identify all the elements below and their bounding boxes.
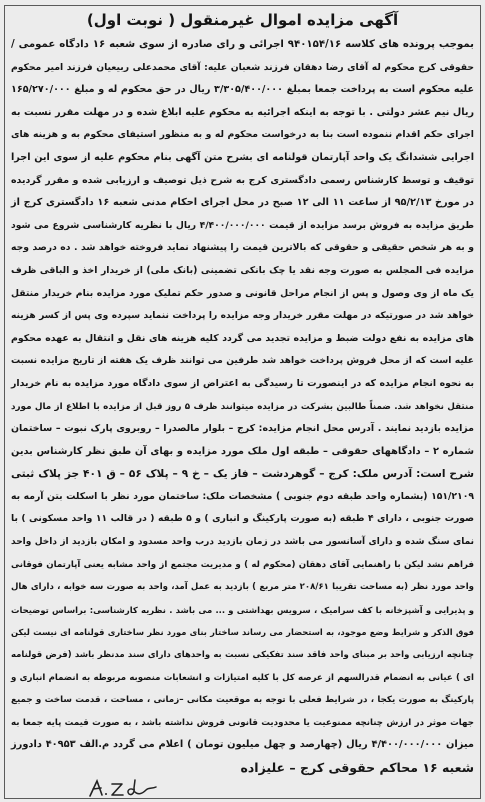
notice-line: شرح است: آدرس ملک: کرج – گوهردشت – فاز یک – خ ۹ – پلاک ۵۶ – ق ۴۰۱ جز پلاک ثبتی bbox=[11, 468, 475, 481]
notice-line: خواهد شد در صورتیکه در مهلت مقرر خریدار وجه مزایده را پرداخت ننماید سپرده وی پس از کسر هزینه bbox=[11, 311, 474, 322]
notice-body bbox=[11, 34, 474, 780]
notice-line: علیه محکوم است به پرداخت جمعا بمبلغ ۳/۳۰۵/۴۰۰/۰۰۰ ریال در حق محکوم له و مبلغ ۱۶۵/۲۷۰/۰۰۰ bbox=[11, 84, 474, 96]
notice-line: واحد مورد نظر (به مساحت تقریبا ۲۰۸/۶۱ متر مربع ) بازدید به عمل آمد، واحد به صورت سه خوابه ، دارای هال bbox=[11, 582, 474, 593]
notice-line: اجرای حکم اقدام ننموده است بنا به درخواست محکوم له و به منظور استیفای محکوم به و هزینه های bbox=[11, 129, 474, 141]
notice-line: منتقل نخواهد شد. ضمناً طالبین بشرکت در مزایده میتوانند ظرف ۵ روز قبل از مزایده با اطلاع از مال مورد bbox=[11, 401, 474, 412]
notice-line: علیه است که از محل فروش پرداخت خواهد شد طرفین می توانند ظرف یک هفته از تاریخ مزایده نسبت bbox=[11, 356, 474, 367]
notice-line: طریق مزایده به فروش برسد مزایده از قیمت ۴/۴۰۰/۰۰۰/۰۰۰ ریال با نظریه کارشناسی شروع می شود bbox=[11, 219, 474, 231]
notice-line: ۱۵۱/۲۱۰۹ (بشماره واحد طبقه دوم جنوبی ) مشخصات ملک: ساختمان مورد نظر با اسکلت بتن آرمه به bbox=[11, 490, 474, 502]
notice-line: در مورخ ۹۵/۲/۱۳ از ساعت ۱۱ الی ۱۲ صبح در محل اجرای احکام مدنی شعبه ۱۶ دادگستری کرج از bbox=[11, 197, 475, 209]
notice-line: فراهم نشد لیکن با راهنمایی آقای دهقان (محکوم له ) و مدیریت مجتمع از واحد مشابه یعنی آپارتمان فوقانی bbox=[11, 559, 474, 570]
notice-line: میزان ۴/۴۰۰/۰۰۰/۰۰۰ ریال (چهارصد و چهل میلیون تومان ) اعلام می گردد م.الف ۴۰۹۵۳ دادورز bbox=[11, 739, 474, 751]
notice-title: آگهی مزایده اموال غیرمنقول ( نوبت اول) bbox=[86, 11, 399, 29]
notice-line: نمای سنگ شده و دارای آسانسور می باشد در زمان بازدید درب واحد مسدود و امکان بازدید از داخل واحد bbox=[11, 537, 474, 548]
notice-line: صورت جنوبی ، دارای ۴ طبقه (به صورت پارکینگ و انباری ) و ۵ طبقه ( در قالب ۱۱ واحد مسکونی ) با bbox=[11, 513, 474, 525]
notice-closing: شعبه ۱۶ محاکم حقوقی کرج – علیزاده bbox=[240, 760, 474, 775]
notice-line: بموجب پرونده های کلاسه ۹۴۰۱۵۴/۱۶ اجرائی و رای صادره از سوی شعبه ۱۶ دادگاه عمومی / bbox=[11, 39, 474, 50]
notice-line: فوق الذکر و شرایط وضع موجود، به استحضار می رساند ساختار بنای مورد نظر ساختاری قولنامه ای نیست لیکن bbox=[11, 627, 474, 638]
notice-line: پارکینگ به صورت یکجا ، در شرایط فعلی با توجه به موقعیت مکانی –زمانی ، مساحت ، قدمت ساخت و جمیع bbox=[11, 695, 474, 706]
notice-line: ای ) عیانی به انضمام قدرالسهم از عرصه کل با کلیه امتیازات و انشعابات منصوبه مربوطه به انضمام انباری و bbox=[11, 672, 474, 683]
notice-line: شماره ۲ – دادگاههای حقوقی – طبقه اول ملک مورد مزایده و بهای آن طبق نظر کارشناس بدین bbox=[11, 445, 474, 457]
notice-line: و به هر شخص حقیقی و حقوقی که بالاترین قیمت را پیشنهاد نماید فروخته خواهد شد . ده درصد وجه bbox=[11, 242, 474, 254]
notice-line: یک ماه از وی وصول و پس از انجام مراحل قانونی و صدور حکم تملیک مورد مزایده بنام خریدار منتقل bbox=[11, 287, 474, 299]
notice-line: ریال نیم عشر دولتی . با توجه به اینکه اجرائیه به محکوم علیه ابلاغ شده و در مهلت مقرر نسبت به bbox=[11, 106, 474, 118]
notice-line: چنانچه ارزیابی واحد بر مبنای واحد فاقد سند تفکیکی نسبت به واحدهای دارای سند مدنظر باشد (فرض قولنامه bbox=[11, 650, 474, 661]
notice-line: های مزایده به نفع دولت ضبط و مزایده تجدید می گردد کلیه هزینه های نقل و انتقال به عهده محکوم bbox=[11, 332, 474, 344]
notice-line: توقیف و توسط کارشناس رسمی دادگستری کرج به شرح ذیل توصیف و ارزیابی شده و مقرر گردیده bbox=[11, 174, 474, 186]
notice-line: مزایده بازدید نمایند . آدرس محل انجام مزایده: کرج – بلوار مالصدرا – روبروی پارک نبوت – ساختمان bbox=[11, 423, 474, 435]
notice-line: جهات موثر در ارزش چنانچه ممنوعیت یا محدودیت قانونی فروش نداشته باشد ، به صورت قیمت پایه جمعا به bbox=[11, 717, 474, 728]
notice-line: و پذیرایی و آشپزخانه با کف سرامیک ، سرویس بهداشتی و ... می باشد . نظریه کارشناسی: براساس توضیحات bbox=[11, 604, 474, 615]
signature bbox=[86, 778, 160, 798]
notice-line: حقوقی کرج محکوم له آقای رضا دهقان فرزند شعبان علیه: آقای محمدعلی ربیعیان فرزند امیر محکوم bbox=[11, 61, 474, 73]
notice-line: به نحوه انجام مزایده که در اینصورت تا رسیدگی به اعتراض از سوی دادگاه مورد مزایده به نام خریدار bbox=[11, 377, 474, 389]
notice-line: مزایده فی المجلس به صورت وجه نقد یا چک بانکی تضمینی (بانک ملی) از خریدار اخذ و الباقی ظرف bbox=[11, 264, 474, 276]
notice-line: اجرایی ششدانگ یک واحد آپارتمان قولنامه ای بشرح متن آگهی بنام محکوم علیه از سوی این اجرا bbox=[11, 151, 474, 163]
